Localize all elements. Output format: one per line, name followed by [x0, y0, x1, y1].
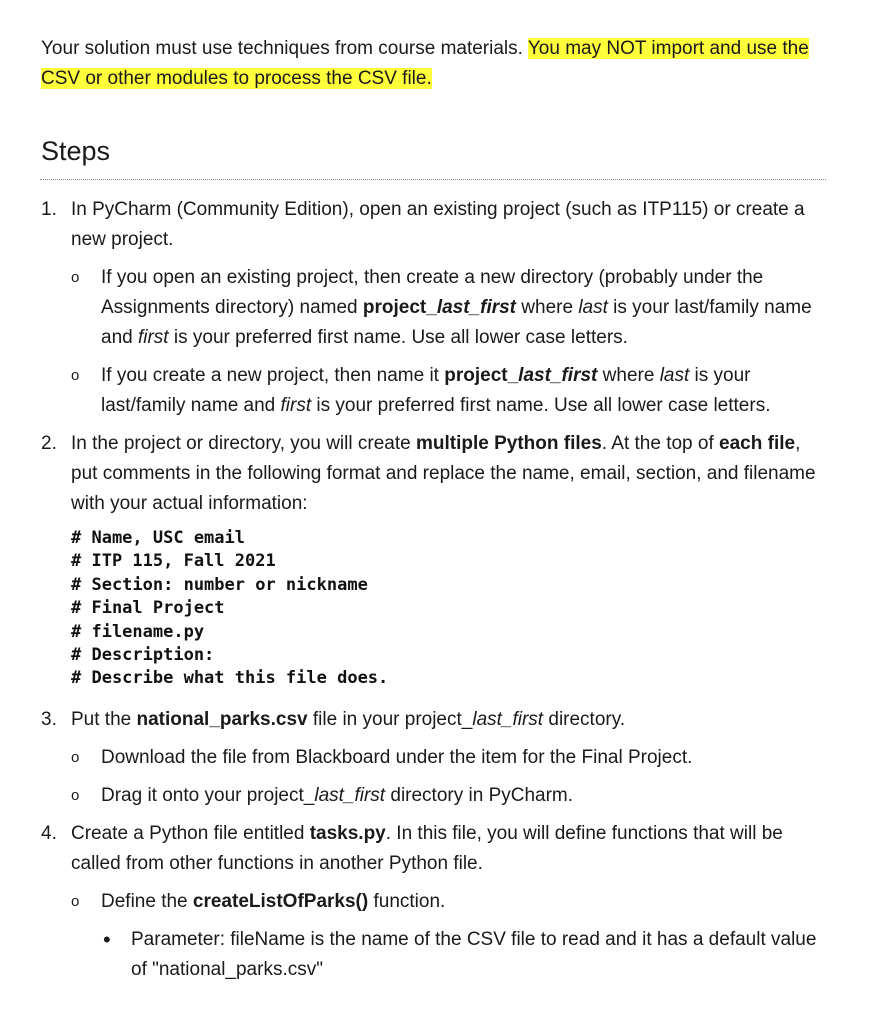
- code-line: # Final Project: [71, 598, 225, 619]
- tasks-file-name: tasks.py: [309, 822, 386, 844]
- step-text: , put comments in the following format and replace the name, email, section, and filename with your actual information:: [71, 433, 816, 514]
- step-number: 1.: [41, 199, 57, 220]
- sub-text: directory in PyCharm.: [385, 784, 574, 806]
- code-line: # Section: number or nickname: [71, 574, 368, 595]
- bold-term: each file: [719, 433, 796, 454]
- solid-bullet-icon: •: [103, 926, 111, 952]
- sub-text: is your last/family name and: [101, 365, 751, 416]
- project-name-italic: last_first: [518, 365, 598, 386]
- italic-term: last: [659, 365, 690, 386]
- step-1-sub-1: [41, 263, 831, 353]
- step-2: [41, 429, 831, 519]
- sub-text: If you create a new project, then name it: [101, 365, 445, 386]
- italic-term: last: [578, 297, 608, 318]
- sub-text: Download the file from Blackboard under the item for the Final Project.: [101, 746, 693, 768]
- circle-bullet-icon: o: [71, 367, 80, 384]
- circle-bullet-icon: o: [71, 269, 80, 286]
- step-text: . In this file, you will define functions that will be called from other functions in another Python file.: [71, 822, 783, 874]
- step-text: file in your project_: [307, 708, 473, 730]
- steps-heading: Steps: [41, 136, 111, 166]
- step-number: 3.: [41, 708, 57, 730]
- heading-divider: [40, 179, 826, 180]
- highlighted-warning: You may NOT import and use the CSV or other modules to process the CSV file.: [41, 38, 809, 89]
- step-4-sub-1: [41, 887, 831, 917]
- project-name-bold: project_: [362, 297, 437, 318]
- circle-bullet-icon: o: [71, 748, 80, 766]
- circle-bullet-icon: o: [71, 786, 80, 804]
- italic-term: first: [137, 327, 169, 348]
- step-number: 2.: [41, 433, 57, 454]
- code-line: # Name, USC email: [71, 528, 245, 548]
- csv-file-name: national_parks.csv: [136, 708, 308, 730]
- sub-text: Define the: [101, 890, 193, 912]
- steps-list: [41, 195, 831, 985]
- step-4: [41, 819, 831, 879]
- step-number: 4.: [41, 822, 57, 844]
- step-3-sub-2: [41, 781, 831, 811]
- step-text: Put the: [71, 708, 137, 730]
- code-line: # ITP 115, Fall 2021: [71, 551, 276, 572]
- sub-text: is your preferred first name. Use all lower case letters.: [168, 327, 628, 348]
- function-name: createListOfParks(): [192, 890, 369, 912]
- step-text: In PyCharm (Community Edition), open an existing project (such as ITP115) or create a new project.: [71, 199, 805, 250]
- intro-paragraph: [41, 34, 831, 94]
- step-3: [41, 705, 831, 735]
- project-name-bold: project_: [444, 365, 519, 386]
- bullet-text: Parameter: fileName is the name of the CSV file to read and it has a default value of "national_parks.csv": [131, 928, 817, 980]
- bold-term: multiple Python files: [415, 433, 602, 454]
- circle-bullet-icon: o: [71, 892, 80, 910]
- step-3-sub-1: [41, 743, 831, 773]
- step-text: . At the top of: [601, 433, 720, 454]
- sub-text: function.: [368, 890, 446, 912]
- sub-text: is your last/family name and: [101, 297, 812, 348]
- step-4-bullet-1: [41, 925, 831, 985]
- sub-text: Drag it onto your project_: [101, 784, 315, 806]
- step-1: [41, 195, 831, 255]
- sub-text: is your preferred first name. Use all lower case letters.: [311, 395, 771, 416]
- sub-text: where: [516, 297, 579, 318]
- project-name-italic: last_first: [436, 297, 517, 318]
- code-line: # filename.py: [71, 621, 205, 642]
- step-text: directory.: [543, 708, 626, 730]
- header-comment-code-block: [41, 527, 831, 691]
- italic-term: last_first: [472, 708, 544, 730]
- sub-text: If you open an existing project, then create a new directory (probably under the Assignments directory) named: [101, 267, 764, 318]
- intro-text: Your solution must use techniques from course materials.: [41, 38, 528, 59]
- step-1-sub-2: [41, 361, 831, 421]
- sub-text: where: [597, 365, 660, 386]
- step-text: Create a Python file entitled: [71, 822, 310, 844]
- code-line: # Describe what this file does.: [71, 668, 389, 689]
- code-line: # Description:: [71, 645, 215, 666]
- italic-term: last_first: [314, 784, 386, 806]
- step-text: In the project or directory, you will create: [71, 433, 416, 454]
- italic-term: first: [280, 395, 312, 416]
